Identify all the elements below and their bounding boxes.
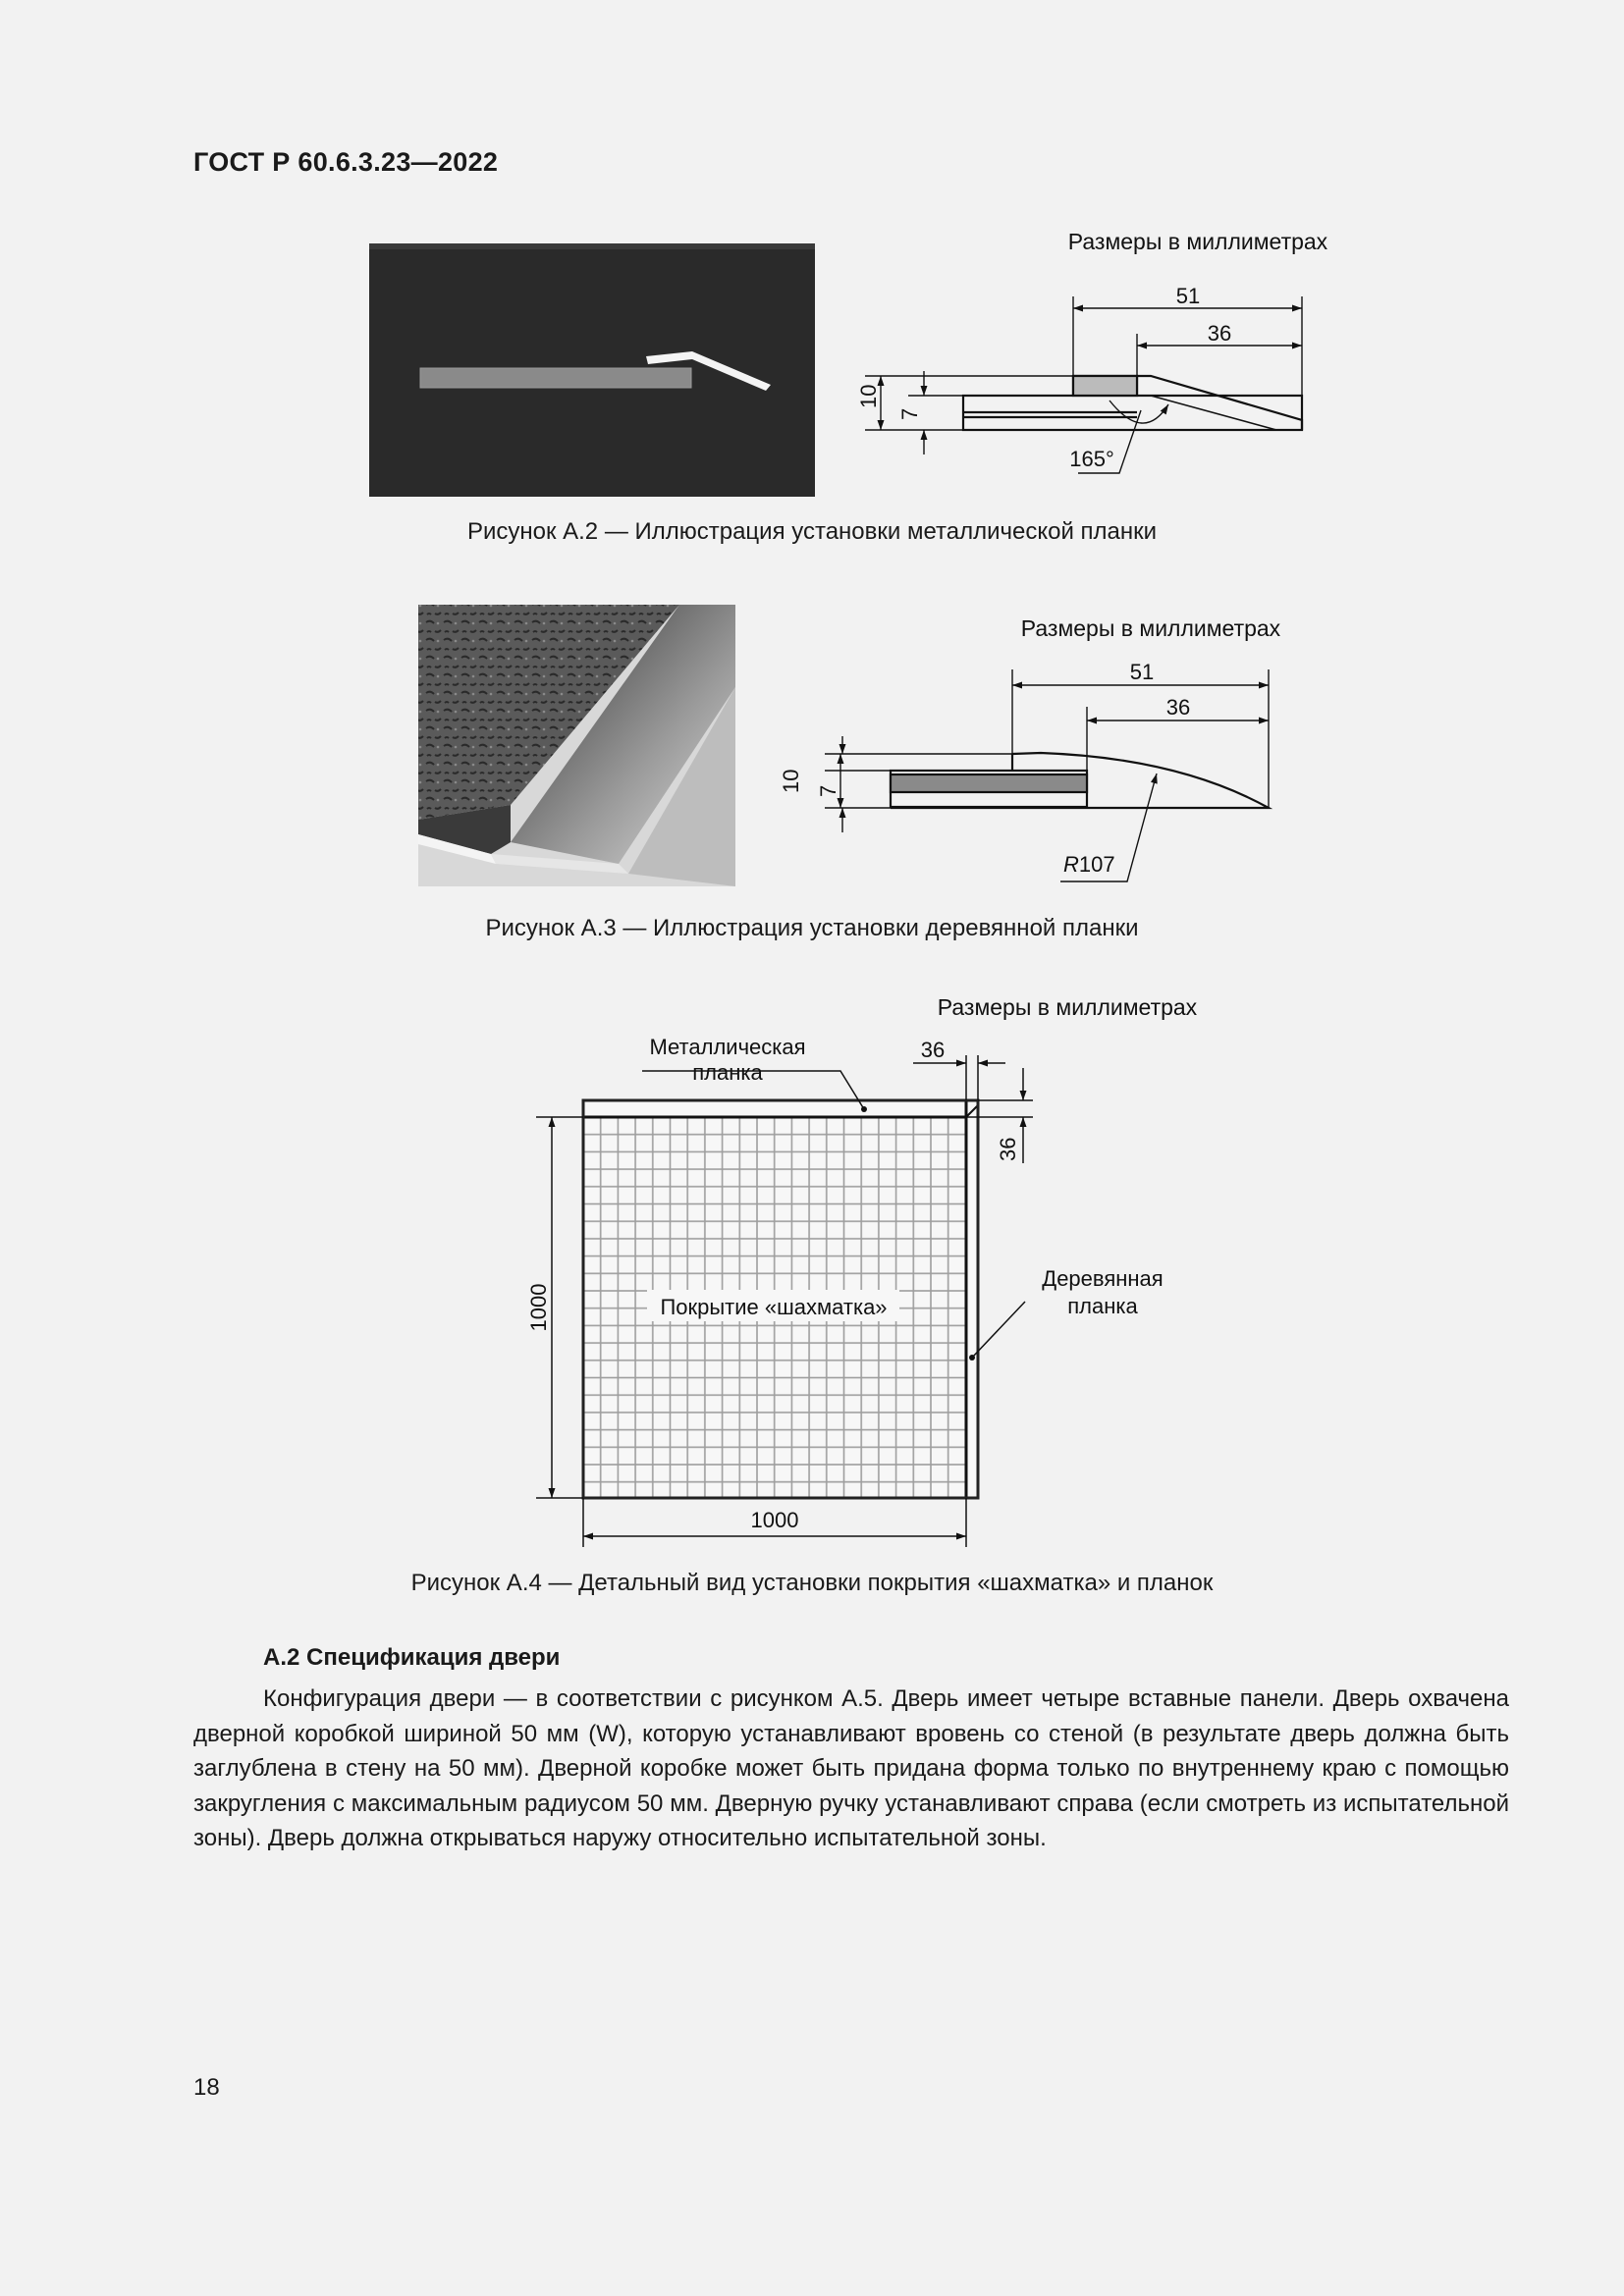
- section-paragraph: Конфигурация двери — в соответствии с рисунком А.5. Дверь имеет четыре вставные панели. Дверь охвачена дверной коробкой шириной 50 мм (W), которую устанавливают вровень со стеной (в результате дверь должна быть заглублена в стену на 50 мм). Дверной коробке может быть придана форма только по внутреннему краю с помощью закругления с максимальным радиусом 50 мм. Дверную ручку устанавливают справа (если смотреть из испытательной зоны). Дверь должна открываться наружу относительно испытательной зоны.: [193, 1685, 1509, 1851]
- a3-units-note: Размеры в миллиметрах: [1020, 615, 1281, 641]
- a4-label-metal-line2: планка: [692, 1060, 763, 1085]
- section-title: А.2 Спецификация двери: [263, 1644, 561, 1671]
- metal-plank-strip: [583, 1100, 978, 1117]
- a2-units-note: Размеры в миллиметрах: [1067, 229, 1328, 254]
- a4-label-wood-line1: Деревянная: [1042, 1266, 1164, 1291]
- a3-radius-prefix: R: [1063, 852, 1079, 877]
- figure-a4: [0, 972, 1624, 1561]
- wood-plank-drawing: [825, 669, 1269, 881]
- a3-dim-51: 51: [1129, 660, 1155, 684]
- a3-dim-10: 10: [779, 769, 803, 793]
- metal-plank-photo: [369, 243, 815, 497]
- a3-dim-radius: [1063, 852, 1115, 877]
- a4-label-wood-line2: планка: [1067, 1294, 1138, 1318]
- document-header: ГОСТ Р 60.6.3.23—2022: [193, 147, 499, 177]
- a3-radius-value: 107: [1078, 852, 1115, 877]
- figure-a2-caption: Рисунок А.2 — Иллюстрация установки металлической планки: [466, 518, 1158, 545]
- a2-dim-7: 7: [897, 407, 922, 420]
- a3-dim-36: 36: [1165, 695, 1191, 720]
- wood-plank-strip: [966, 1100, 978, 1498]
- a2-dim-angle: 165°: [1069, 447, 1114, 471]
- wood-plank-photo: [418, 605, 735, 886]
- a2-dim-10: 10: [856, 384, 881, 408]
- a3-dim-7: 7: [816, 784, 840, 797]
- a4-dim-width: 1000: [750, 1508, 799, 1532]
- a4-dim-36-top: 36: [920, 1038, 946, 1062]
- a4-label-metal-line1: Металлическая: [649, 1035, 806, 1059]
- a2-dim-51: 51: [1175, 284, 1201, 308]
- a4-label-floor: Покрытие «шахматка»: [660, 1295, 888, 1319]
- page-number: 18: [193, 2074, 220, 2101]
- a4-dim-36-side: 36: [996, 1137, 1020, 1161]
- figure-a4-caption: Рисунок А.4 — Детальный вид установки покрытия «шахматка» и планок: [410, 1570, 1214, 1596]
- figure-a3: [0, 550, 1624, 923]
- a4-dim-height: 1000: [526, 1283, 551, 1332]
- a4-units-note: Размеры в миллиметрах: [937, 994, 1198, 1020]
- figure-a3-caption: Рисунок А.3 — Иллюстрация установки деревянной планки: [485, 915, 1139, 941]
- a2-dim-36: 36: [1207, 321, 1232, 346]
- figure-a2: [0, 0, 1624, 550]
